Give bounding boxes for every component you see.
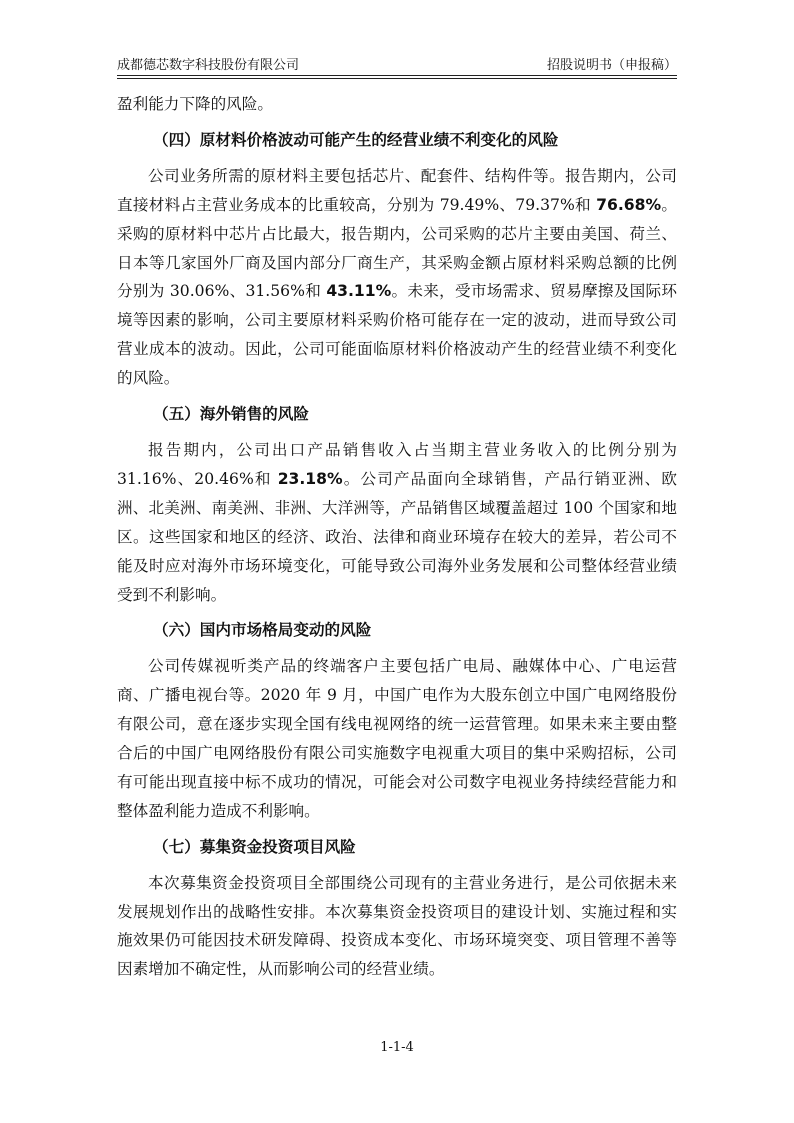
intro-paragraph: 盈利能力下降的风险。	[117, 95, 273, 113]
bold-figure: 76.68%	[596, 195, 662, 214]
header-doc-title: 招股说明书（申报稿）	[546, 57, 677, 73]
page-number: 1-1-4	[380, 1040, 414, 1055]
page-body	[117, 90, 677, 984]
bold-figure: 23.18%	[277, 469, 343, 488]
section-7-paragraph: 本次募集资金投资项目全部围绕公司现有的主营业务进行，是公司依据未来发展规划作出的战略性安排。本次募集资金投资项目的建设计划、实施过程和实施效果仍可能因技术研发障碍、投资成本变化、市场环境突变、项目管理不善等因素增加不确定性，从而影响公司的经营业绩。	[117, 873, 677, 979]
section-heading-4: （四）原材料价格波动可能产生的经营业绩不利变化的风险	[153, 130, 559, 149]
header-rule-thin	[117, 78, 677, 79]
section-6-paragraph: 公司传媒视听类产品的终端客户主要包括广电局、融媒体中心、广电运营商、广播电视台等。2020 年 9 月，中国广电作为大股东创立中国广电网络股份有限公司，意在逐步实现全国有线电视网络的统一运营管理。如果未来主要由整合后的中国广电网络股份有限公司实施数字电视重大项目的集中采购招标，公司有可能出现直接中标不成功的情况，可能会对公司数字电视业务持续经营能力和整体盈利能力造成不利影响。	[117, 657, 677, 820]
header-rule	[117, 75, 677, 76]
section-heading-5: （五）海外销售的风险	[153, 405, 309, 424]
section-heading-6: （六）国内市场格局变动的风险	[153, 621, 372, 640]
page-header	[117, 52, 677, 74]
section-4-paragraph: 公司业务所需的原材料主要包括芯片、配套件、结构件等。报告期内，公司直接材料占主营业务成本的比重较高，分别为 79.49%、79.37%和 76.68%。采购的原材料中芯片占比最大，报告期内，公司采购的芯片主要由美国、荷兰、日本等几家国外厂商及国内部分厂商生产，其采购金额占原材料采购总额的比例分别为 30.06%、31.56%和 43.11%。未来，受市场需求、贸易摩擦及国际环境等因素的影响，公司主要原材料采购价格可能存在一定的波动，进而导致公司营业成本的波动。因此，公司可能面临原材料价格波动产生的经营业绩不利变化的风险。	[117, 166, 677, 388]
section-5-paragraph: 报告期内，公司出口产品销售收入占当期主营业务收入的比例分别为 31.16%、20.46%和 23.18%。公司产品面向全球销售，产品行销亚洲、欧洲、北美洲、南美洲、非洲、大洋洲等，产品销售区域覆盖超过 100 个国家和地区。这些国家和地区的经济、政治、法律和商业环境存在较大的差异，若公司不能及时应对海外市场环境变化，可能导致公司海外业务发展和公司整体经营业绩受到不利影响。	[117, 440, 677, 604]
section-heading-7: （七）募集资金投资项目风险	[153, 837, 356, 856]
header-company: 成都德芯数字科技股份有限公司	[117, 57, 300, 73]
bold-figure: 43.11%	[326, 282, 392, 301]
